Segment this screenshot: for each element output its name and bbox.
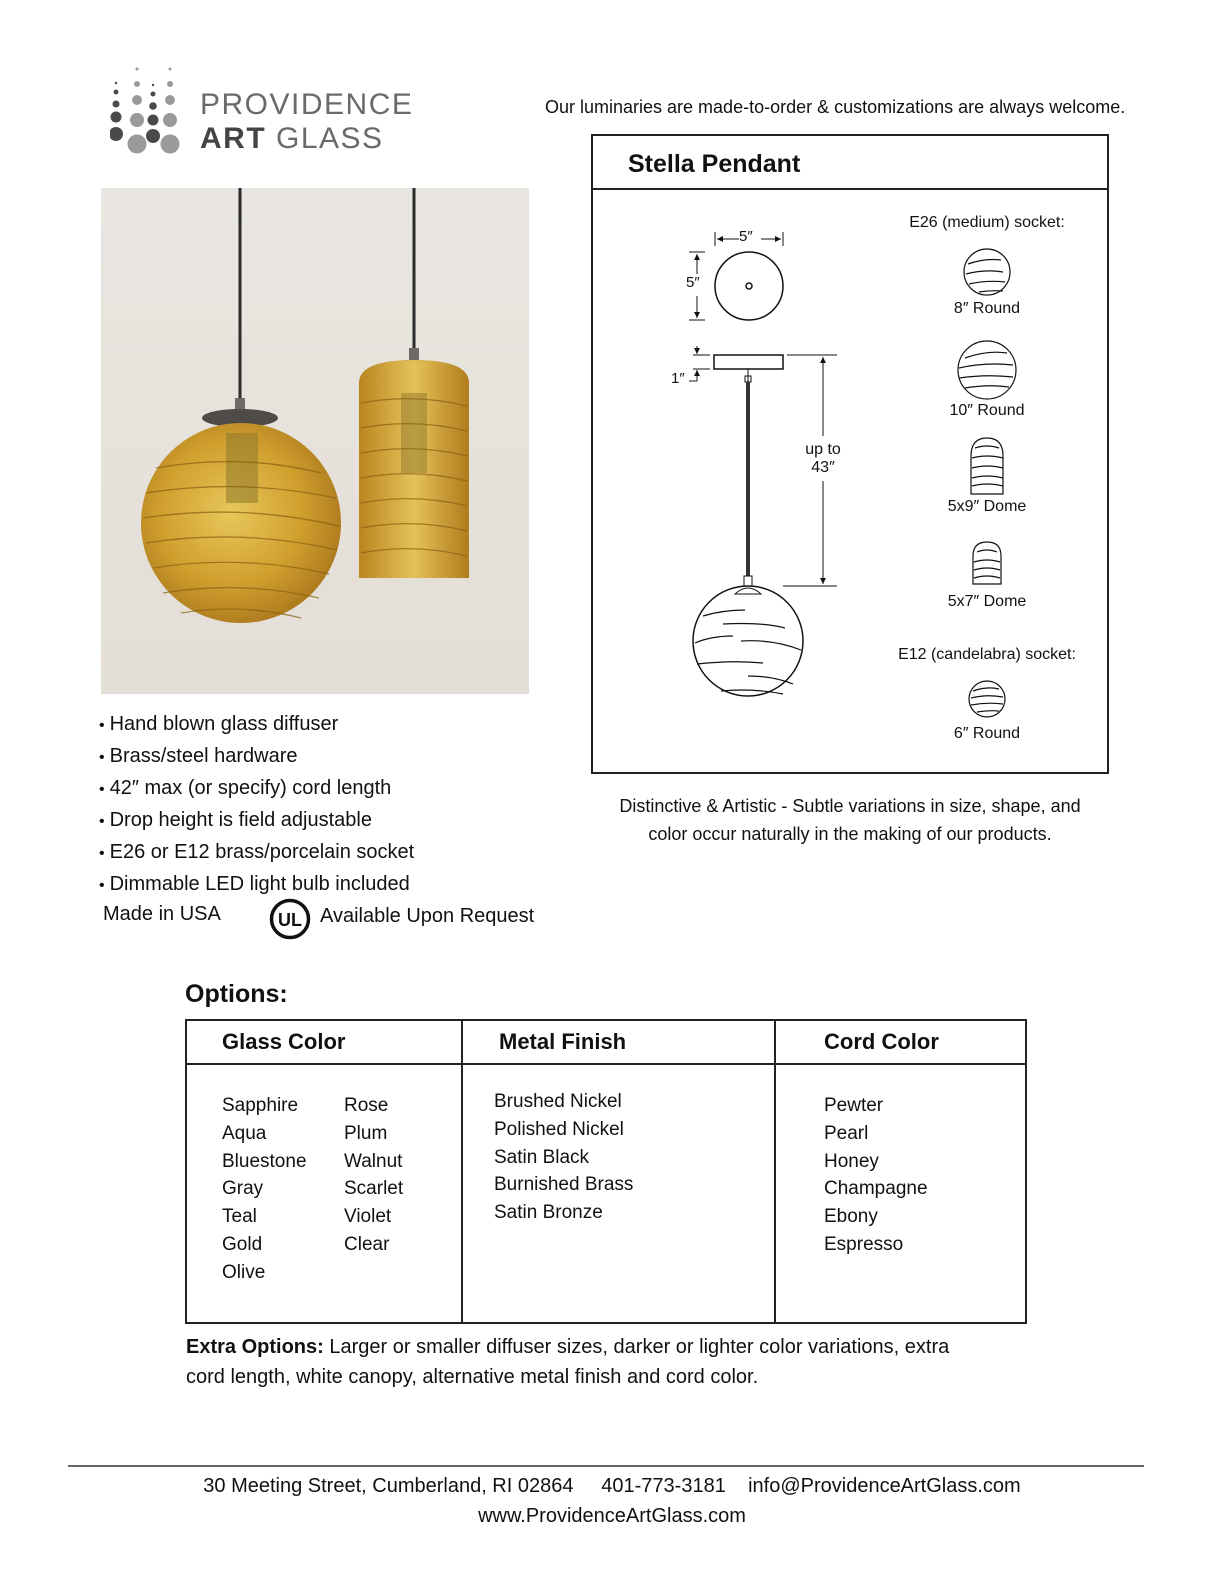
glass-color-option: Olive (222, 1261, 266, 1283)
glass-color-option: Aqua (222, 1122, 267, 1144)
feature-item: • Hand blown glass diffuser (99, 709, 414, 741)
product-photo (101, 188, 529, 694)
feature-item: • Brass/steel hardware (99, 741, 414, 773)
glass-color-option: Violet (344, 1206, 392, 1228)
product-title: Stella Pendant (628, 150, 801, 178)
glass-color-option: Scarlet (344, 1178, 404, 1200)
metal-finish-option: Satin Black (494, 1146, 590, 1168)
metal-finish-list (494, 1088, 633, 1227)
drop-label-line2: 43″ (811, 459, 835, 476)
extra-options-label: Extra Options: (186, 1336, 324, 1358)
pendant-photo-illustration (101, 188, 529, 694)
cord-color-option: Pewter (824, 1095, 884, 1116)
metal-finish-option: Polished Nickel (494, 1118, 624, 1140)
ul-certification-icon (269, 898, 311, 940)
ul-logo-text: UL (278, 910, 302, 930)
cord-color-heading: Cord Color (824, 1029, 939, 1054)
tagline: Our luminaries are made-to-order & customizations are always welcome. (545, 97, 1126, 117)
shade-label: 6″ Round (953, 725, 1021, 742)
options-table (185, 1019, 1027, 1324)
extra-options (186, 1332, 966, 1392)
glass-color-option: Sapphire (222, 1095, 299, 1116)
shade-10in-round (958, 341, 1016, 399)
shade-label: 5x7″ Dome (947, 593, 1027, 610)
feature-item: • 42″ max (or specify) cord length (99, 773, 414, 805)
shade-label: 8″ Round (953, 300, 1021, 317)
glass-color-option: Bluestone (222, 1150, 307, 1172)
glass-color-list-1 (222, 1092, 307, 1287)
footer-contact (0, 1475, 1224, 1498)
feature-list (99, 709, 414, 901)
footer-address: 30 Meeting Street, Cumberland, RI 02864 (203, 1475, 574, 1497)
extra-options-text: Larger or smaller diffuser sizes, darker or lighter color variations, extra cord length, white canopy, alternative metal finish and cord color. (186, 1336, 950, 1388)
table-header-divider (187, 1063, 1025, 1065)
ul-availability: Available Upon Request (320, 905, 535, 927)
metal-finish-option: Brushed Nickel (494, 1091, 622, 1112)
metal-finish-heading: Metal Finish (499, 1029, 627, 1054)
cord-color-list (824, 1092, 928, 1259)
glass-color-option: Gray (222, 1178, 264, 1200)
shade-label: 5x9″ Dome (947, 498, 1027, 515)
canopy-side-view (714, 355, 783, 369)
metal-finish-option: Burnished Brass (494, 1174, 634, 1196)
glass-color-heading: Glass Color (222, 1029, 346, 1054)
column-divider (774, 1021, 776, 1322)
glass-color-option: Clear (344, 1233, 390, 1255)
glass-color-option: Teal (222, 1206, 257, 1228)
feature-item: • Drop height is field adjustable (99, 805, 414, 837)
feature-item: • E26 or E12 brass/porcelain socket (99, 837, 414, 869)
logo-text-art: ART (200, 122, 267, 155)
canopy-top-view (715, 252, 783, 320)
disclaimer-line: color occur naturally in the making of our products. (648, 824, 1052, 844)
shade-5x9-dome (971, 438, 1003, 494)
disclaimer-line: Distinctive & Artistic - Subtle variations in size, shape, and (619, 796, 1081, 816)
glass-color-option: Plum (344, 1122, 388, 1144)
cord-color-option: Honey (824, 1150, 879, 1172)
canopy-depth-label: 5″ (686, 274, 700, 291)
logo-text-art-glass (200, 122, 384, 156)
e12-heading: E12 (candelabra) socket: (898, 646, 1076, 663)
glass-color-option: Walnut (344, 1150, 403, 1172)
logo-text-providence: PROVIDENCE (200, 88, 414, 121)
brand-logo (110, 64, 414, 156)
logo-text-glass: GLASS (276, 122, 384, 155)
canopy-width-label: 5″ (739, 228, 753, 245)
footer-email[interactable]: info@ProvidenceArtGlass.com (748, 1475, 1021, 1497)
cord-color-option: Ebony (824, 1206, 878, 1228)
column-divider (461, 1021, 463, 1322)
shade-8in-round (964, 249, 1010, 295)
made-in-usa: Made in USA (103, 903, 221, 925)
glass-color-option: Gold (222, 1233, 263, 1255)
feature-item: • Dimmable LED light bulb included (99, 869, 414, 901)
footer-website[interactable]: www.ProvidenceArtGlass.com (478, 1505, 746, 1527)
disclaimer (600, 792, 1100, 848)
canopy-height-label: 1″ (671, 370, 685, 387)
shade-6in-round (969, 681, 1005, 717)
footer-divider (68, 1465, 1144, 1467)
spec-box (591, 134, 1109, 774)
metal-finish-option: Satin Bronze (494, 1202, 603, 1224)
footer-phone[interactable]: 401-773-3181 (601, 1475, 726, 1497)
shade-label: 10″ Round (949, 402, 1025, 419)
cord-color-option: Pearl (824, 1122, 869, 1144)
cord-color-option: Espresso (824, 1233, 904, 1255)
glass-color-list-2 (344, 1092, 403, 1259)
logo-dots-icon (110, 64, 185, 156)
glass-color-option: Rose (344, 1095, 389, 1116)
cord-color-option: Champagne (824, 1178, 928, 1200)
drop-label-line1: up to (805, 441, 841, 458)
shade-5x7-dome (973, 542, 1001, 584)
options-heading: Options: (185, 980, 288, 1008)
e26-heading: E26 (medium) socket: (909, 214, 1065, 231)
